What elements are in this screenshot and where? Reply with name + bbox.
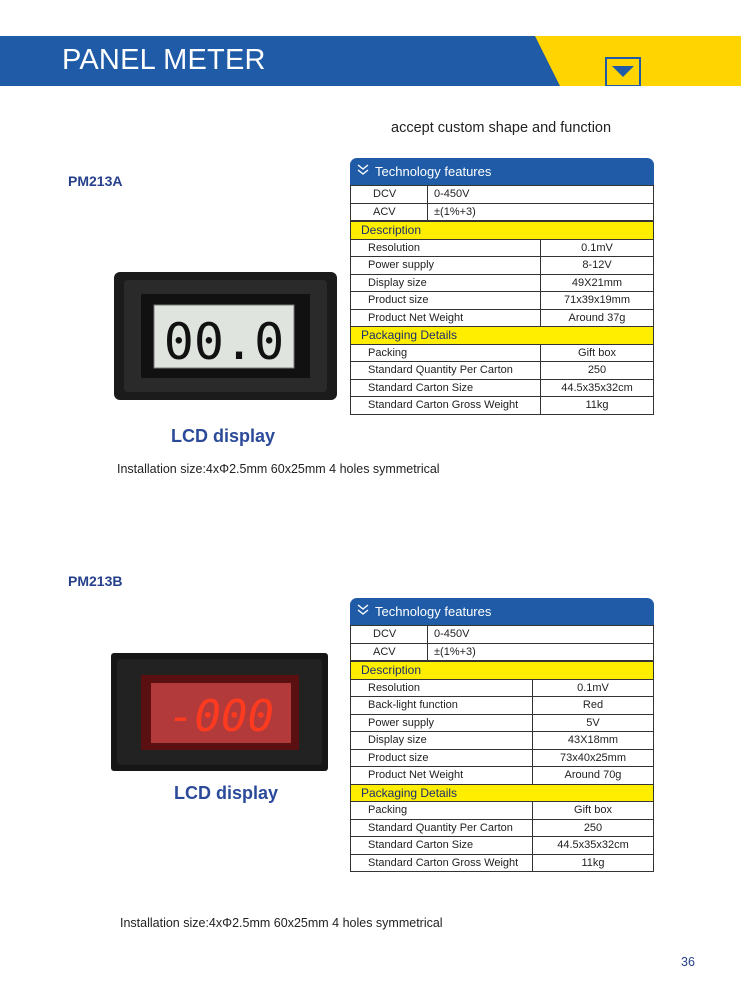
table-row — [351, 626, 654, 644]
display-caption: LCD display — [171, 426, 276, 446]
table-row — [351, 714, 654, 732]
table-row — [351, 732, 654, 750]
spec-table — [350, 598, 654, 872]
spec-value: 44.5x35x32cm — [541, 379, 654, 397]
spec-label: Product size — [351, 749, 533, 767]
spec-label: Display size — [351, 274, 541, 292]
spec-label: Display size — [351, 732, 533, 750]
installation-size-text: Installation size:4xΦ2.5mm 60x25mm 4 holes symmetrical — [120, 916, 443, 930]
table-row — [351, 379, 654, 397]
table-row — [351, 344, 654, 362]
page-title: PANEL METER — [62, 44, 266, 76]
spec-table-header — [350, 158, 654, 185]
table-row — [351, 397, 654, 415]
spec-label: Standard Quantity Per Carton — [351, 362, 541, 380]
table-row — [351, 362, 654, 380]
spec-value: ±(1%+3) — [428, 643, 654, 661]
spec-label: Packing — [351, 802, 533, 820]
table-row — [351, 309, 654, 327]
spec-value: 0.1mV — [533, 679, 654, 697]
table-row — [351, 679, 654, 697]
spec-value: 73x40x25mm — [533, 749, 654, 767]
spec-label: Resolution — [351, 239, 541, 257]
spec-value: 11kg — [533, 854, 654, 872]
section-packaging: Packaging Details — [351, 327, 654, 345]
spec-label: Standard Quantity Per Carton — [351, 819, 533, 837]
spec-label: DCV — [351, 186, 428, 204]
spec-label: Back-light function — [351, 697, 533, 715]
table-row — [351, 749, 654, 767]
section-description: Description — [351, 662, 654, 680]
led-meter-image — [111, 653, 328, 771]
spec-label: Standard Carton Gross Weight — [351, 854, 533, 872]
table-row — [351, 767, 654, 785]
spec-label: Power supply — [351, 257, 541, 275]
spec-value: 250 — [541, 362, 654, 380]
spec-value: 43X18mm — [533, 732, 654, 750]
spec-value: 8-12V — [541, 257, 654, 275]
installation-size-text: Installation size:4xΦ2.5mm 60x25mm 4 holes symmetrical — [117, 462, 440, 476]
spec-label: Resolution — [351, 679, 533, 697]
spec-value: 11kg — [541, 397, 654, 415]
model-label: PM213A — [68, 173, 123, 189]
spec-value: ±(1%+3) — [428, 203, 654, 221]
spec-value: Gift box — [541, 344, 654, 362]
spec-table-header — [350, 598, 654, 625]
spec-header-label: Technology features — [375, 604, 492, 619]
spec-label: Product size — [351, 292, 541, 310]
table-row — [351, 257, 654, 275]
table-row — [351, 802, 654, 820]
spec-label: DCV — [351, 626, 428, 644]
lcd-meter-image — [114, 272, 337, 400]
spec-label: Standard Carton Size — [351, 837, 533, 855]
spec-label: Packing — [351, 344, 541, 362]
spec-label: Power supply — [351, 714, 533, 732]
spec-value: 71x39x19mm — [541, 292, 654, 310]
table-row — [351, 697, 654, 715]
spec-value: 49X21mm — [541, 274, 654, 292]
table-row — [351, 854, 654, 872]
led-reading: -000 — [168, 691, 274, 742]
spec-table — [350, 158, 654, 415]
spec-value: Around 37g — [541, 309, 654, 327]
page-subtitle: accept custom shape and function — [391, 120, 612, 136]
spec-value: Red — [533, 697, 654, 715]
table-row — [351, 837, 654, 855]
spec-value: Around 70g — [533, 767, 654, 785]
spec-label: Standard Carton Size — [351, 379, 541, 397]
table-row — [351, 819, 654, 837]
double-chevron-icon — [356, 162, 370, 176]
section-packaging: Packaging Details — [351, 784, 654, 802]
spec-label: ACV — [351, 203, 428, 221]
lcd-reading: 00.0 — [163, 313, 285, 371]
table-row — [351, 292, 654, 310]
table-row — [351, 239, 654, 257]
table-row — [351, 186, 654, 204]
spec-value: 0-450V — [428, 626, 654, 644]
display-caption: LCD display — [174, 783, 279, 803]
spec-value: 250 — [533, 819, 654, 837]
table-row — [351, 203, 654, 221]
spec-header-label: Technology features — [375, 164, 492, 179]
table-row — [351, 643, 654, 661]
section-description: Description — [351, 222, 654, 240]
spec-value: 0-450V — [428, 186, 654, 204]
spec-value: 0.1mV — [541, 239, 654, 257]
spec-label: Standard Carton Gross Weight — [351, 397, 541, 415]
double-chevron-icon — [356, 602, 370, 616]
spec-label: Product Net Weight — [351, 767, 533, 785]
model-label: PM213B — [68, 573, 123, 589]
spec-value: 44.5x35x32cm — [533, 837, 654, 855]
page-number: 36 — [681, 955, 695, 969]
spec-label: ACV — [351, 643, 428, 661]
spec-value: Gift box — [533, 802, 654, 820]
spec-value: 5V — [533, 714, 654, 732]
spec-label: Product Net Weight — [351, 309, 541, 327]
table-row — [351, 274, 654, 292]
